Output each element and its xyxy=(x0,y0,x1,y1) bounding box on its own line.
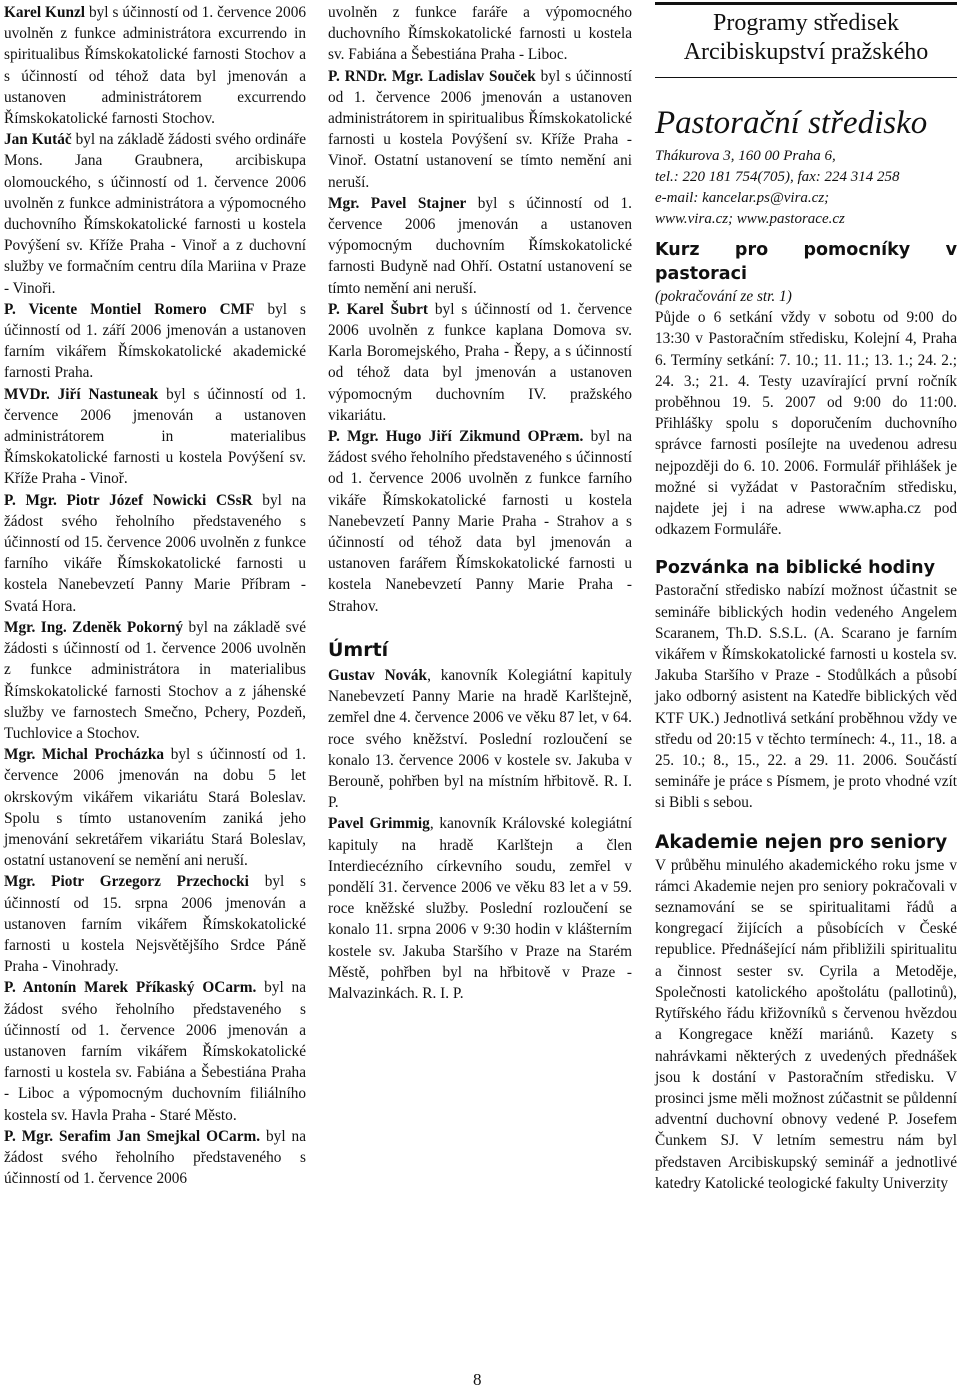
contact-phone: tel.: 220 181 754(705), fax: 224 314 258 xyxy=(655,169,900,185)
appointment-entry xyxy=(4,490,306,617)
contact-address: Thákurova 3, 160 00 Praha 6, xyxy=(655,148,836,164)
center-name: Pastorační středisko xyxy=(655,105,928,141)
appointment-entry xyxy=(4,617,306,744)
appointment-entry xyxy=(328,299,632,426)
appointment-entry xyxy=(4,2,306,129)
person-name: Pavel Grimmig xyxy=(328,815,430,833)
entry-text: byl na žádost svého řeholního představeného s účinností od 1. července 2006 jmenován a ustanoven farním vikářem Římskokatolické farnosti u kostela sv. Fabiána a Šebestiána Praha - Liboc a výpomocným duchovním filiálního kostela sv. Havla Praha - Staré Město. xyxy=(4,979,306,1124)
entry-text: byl na základě své žádosti s účinností od 1. července 2006 uvolněn z funkce administrátora in materialibus Římskokatolické farnosti Stochov a z jáhenské služby ve farnostech Smečno, Pchery, Pozdeň, Tuchlovice a Stochov. xyxy=(4,618,306,742)
banner-divider xyxy=(655,77,957,78)
column-2 xyxy=(328,2,632,1004)
person-name: Gustav Novák xyxy=(328,666,428,684)
entry-text: , kanovník Kolegiátní kapituly Nanebevzetí Panny Marie na hradě Karlštejně, zemřel dne 4. července 2006 ve věku 87 let, v 64. roce svého kněžství. Poslední rozloučení se konalo 13. července 2006 v kostele sv. Jakuba v Berouně, pohřben byl na místním hřbitově. R. I. P. xyxy=(328,666,632,812)
appointment-entry xyxy=(4,871,306,977)
appointment-entry xyxy=(328,193,632,299)
appointment-entry xyxy=(4,744,306,871)
banner-title: Programy středisek Arcibiskupství pražského xyxy=(683,10,929,65)
obituary-entry xyxy=(328,665,632,813)
person-name: P. Mgr. Serafim Jan Smejkal OCarm. xyxy=(4,1127,261,1145)
person-name: P. Mgr. Piotr Józef Nowicki CSsR xyxy=(4,491,253,509)
person-name: Karel Kunzl xyxy=(4,4,86,21)
person-name: P. Antonín Marek Příkaský OCarm. xyxy=(4,979,257,997)
umrti-heading: Úmrtí xyxy=(328,638,389,661)
person-name: Mgr. Piotr Grzegorz Przechocki xyxy=(4,873,249,891)
entry-text: byl s účinností od 1. července 2006 jmenován a ustanoven výpomocným duchovním Římskokatolické farnosti Budyně nad Ohří. Ostatní ustanovení se tímto nemění ani neruší. xyxy=(328,194,632,297)
entry-text: byl na žádost svého řeholního představeného s účinností od 1. července 2006 xyxy=(4,1127,306,1188)
appointment-entry xyxy=(328,66,632,193)
person-name: P. Karel Šubrt xyxy=(328,300,429,318)
column-3 xyxy=(655,2,957,1194)
person-name: Mgr. Pavel Stajner xyxy=(328,194,467,212)
pozvanka-body: Pastorační středisko nabízí možnost účastnit se semináře biblických hodin vedeného Angelem Scaranem, Th.D. S.S.L. (A. Scarano je farním vikářem v Římskokatolické farnosti u kostela sv. Jakuba Staršího v Praze - Stodůlkách a působí jako odborný asistent na Katedře biblických věd KTF UK.) Jednotlivá setkání proběhnou vždy ve středu od 20:15 v těchto termínech: 4., 11., 18. a 25. 10.; 8., 15., 22. a 29. 11. 2006. Součástí semináře je práce s Písmem, je proto vhodné vzít si Bibli s sebou. xyxy=(655,582,957,812)
akademie-heading: Akademie nejen pro seniory xyxy=(655,831,948,853)
entry-text: byl s účinností od 1. září 2006 jmenován a ustanoven farním vikářem Římskokatolické akademické farnosti Praha. xyxy=(4,300,306,382)
column-1 xyxy=(4,2,306,1189)
person-name: P. RNDr. Mgr. Ladislav Souček xyxy=(328,67,536,85)
akademie-body: V průběhu minulého akademického roku jsme v rámci Akademie nejen pro seniory pokračovali v seznamování se se spiritualitami řádů a kongregací žijících a působících v České republice. Přednášející nám přibližili spiritualitu a činnost sester sv. Cyrila a Metoděje, Společnosti katolického apoštolátu (pallotinů), Rytířského řádu křižovníků s červenou hvězdou a Kongregace kněží mariánů. Kazety s nahrávkami některých z uvedených přednášek jsou k dostání v Pastoračním středisku. V prosinci jsme měli možnost zúčastnit se půldenní adventní duchovní obnovy vedené P. Josefem Čunkem SJ. V letním semestru nám byl představen Arcibiskupský seminář a jednotlivé katedry Katolické teologické fakulty Univerzity xyxy=(655,856,957,1192)
entry-text: , kanovník Královské kolegiátní kapituly na hradě Karlštejn a člen Interdiecézního církevního soudu, zemřel v pondělí 31. července 2006 ve věku 83 let a v 59. roce kněžské služby. Poslední rozloučení se konalo 11. srpna 2006 v 9:30 hodin v klášterním kostele sv. Jakuba Staršího v Praze na Starém Městě, pohřben byl na hřbitově v Praze - Malvazinkách. R. I. P. xyxy=(328,815,632,1002)
person-name: P. Vicente Montiel Romero CMF xyxy=(4,300,255,318)
obituary-entry xyxy=(328,813,632,1004)
contact-email: e-mail: kancelar.ps@vira.cz; xyxy=(655,190,830,206)
entry-text: byl na žádost svého řeholního představeného s účinností od 1. července 2006 uvolněn z funkce farního vikáře Římskokatolické farnosti u kostela Nanebevzetí Panny Marie Praha - Strahov a s účinností od téhož data byl jmenován a ustanoven farářem Římskokatolické farnosti u kostela Nanebevzetí Panny Marie Praha - Strahov. xyxy=(328,428,632,615)
entry-text: byl s účinností od 1. července 2006 uvolněn z funkce kaplana Domova sv. Karla Boromejského, Praha - Řepy, a s účinností od téhož data byl jmenován a ustanoven výpomocným duchovním IV. pražského vikariátu. xyxy=(328,300,632,424)
person-name: Jan Kutáč xyxy=(4,131,72,149)
page-number: 8 xyxy=(473,1370,482,1389)
appointment-entry xyxy=(4,1126,306,1190)
entry-text: byl na žádost svého řeholního představeného s účinností od 15. července 2006 uvolněn z funkce farního vikáře Římskokatolické farnosti u kostela Nanebevzetí Panny Marie Příbram - Svatá Hora. xyxy=(4,491,307,615)
entry-text: byl s účinností od 1. července 2006 jmenován na dobu 5 let okrskovým vikářem vikariátu Stará Boleslav. Spolu s tímto ustanovením zaniká jeho jmenování sekretářem vikariátu Stará Boleslav, ostatní ustanovení se nemění ani neruší. xyxy=(4,746,306,870)
entry-text: byl na základě žádosti svého ordináře Mons. Jana Graubnera, arcibiskupa olomouckého, s účinností od 1. července 2006 uvolněn z funkce administrátora a výpomocného duchovního Římskokatolické farnosti u kostela Povýšení sv. Kříže Praha - Vinoř a z duchovní služby ve formačním centru díla Mariina v Praze - Vinoři. xyxy=(4,131,306,297)
continued-text: uvolněn z funkce faráře a výpomocného duchovního Římskokatolické farnosti u kostela sv. Fabiána a Šebestiána Praha - Liboc. xyxy=(328,4,632,64)
person-name: Mgr. Ing. Zdeněk Pokorný xyxy=(4,618,184,636)
appointment-entry xyxy=(4,299,306,384)
appointment-entry xyxy=(4,977,306,1125)
kurz-heading: Kurz pro pomocníky v pastoraci xyxy=(655,240,957,284)
kurz-note: (pokračování ze str. 1) xyxy=(655,288,792,305)
person-name: Mgr. Michal Procházka xyxy=(4,746,165,764)
entry-text: byl s účinností od 1. července 2006 uvolněn z funkce administrátora excurrendo in spiritualibus Římskokatolické farnosti Stochov a s účinností od téhož data byl jmenován a ustanoven administrátorem excurrendo Římskokatolické farnosti Stochov. xyxy=(4,4,306,128)
person-name: P. Mgr. Hugo Jiří Zikmund OPræm. xyxy=(328,428,584,446)
person-name: MVDr. Jiří Nastuneak xyxy=(4,385,159,403)
contact-web: www.vira.cz; www.pastorace.cz xyxy=(655,211,845,227)
entry-text: byl s účinností od 1. července 2006 jmenován a ustanoven administrátorem in materialibus Římskokatolické farnosti u kostela Povýšení sv. Kříže Praha - Vinoř. xyxy=(4,385,306,488)
appointment-entry xyxy=(4,129,306,299)
appointment-entry xyxy=(328,426,632,617)
kurz-body: Půjde o 6 setkání vždy v sobotu od 9:00 do 13:30 v Pastoračním středisku, Kolejní 4, Praha 6. Termíny setkání: 7. 10.; 11. 11.; 13. 1.; 24. 2.; 24. 3.; 21. 4. Testy uzavírající první ročník proběhnou 19. 5. 2007 od 9:00 do 11:00. Přihlášky spolu s doporučením duchovního správce farnosti posílejte na uvedenou adresu nejpozději do 6. 10. 2006. Formulář přihlášek je možné si vyžádat v Pastoračním středisku, najdete jej i na adrese www.apha.cz pod odkazem Formuláře. xyxy=(655,309,957,539)
pozvanka-heading: Pozvánka na biblické hodiny xyxy=(655,558,936,579)
entry-text: byl s účinností od 1. července 2006 jmenován a ustanoven administrátorem in spiritualibus Římskokatolické farnosti u kostela Povýšení sv. Kříže Praha - Vinoř. Ostatní ustanovení se tímto nemění ani neruší. xyxy=(328,67,632,191)
appointment-entry xyxy=(4,384,306,490)
programs-banner xyxy=(655,2,957,78)
entry-text: byl s účinností od 15. srpna 2006 jmenován a ustanoven farním vikářem Římskokatolické farnosti u kostela Nejsvětějšího Srdce Páně Praha - Vinohrady. xyxy=(4,873,306,976)
